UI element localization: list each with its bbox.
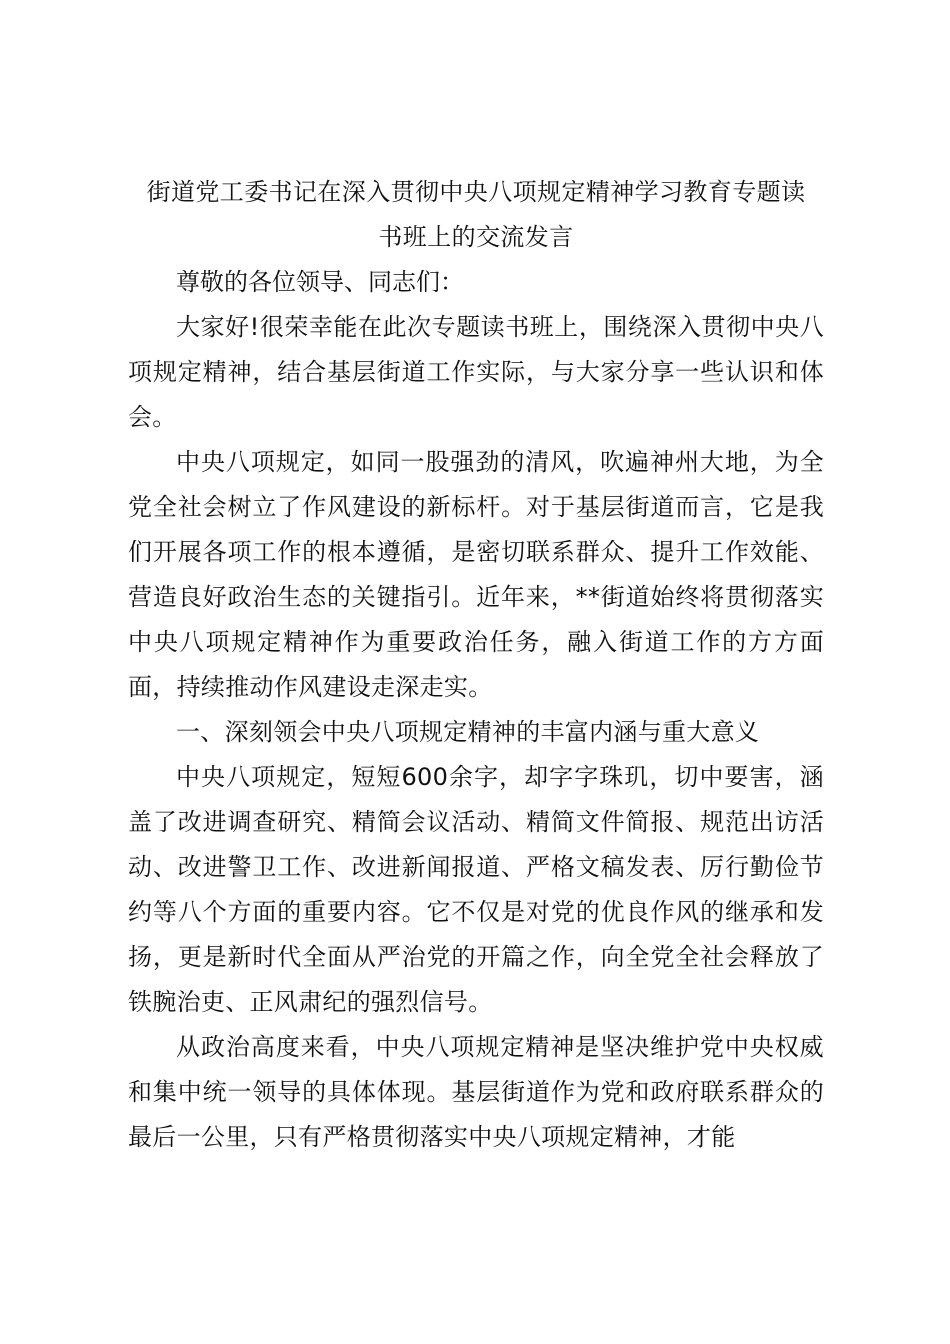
title-line-1: 街道党工委书记在深入贯彻中央八项规定精神学习教育专题读 xyxy=(146,178,806,206)
paragraph-section1-content: 中央八项规定，短短600余字，却字字珠玑，切中要害，涵盖了改进调查研究、精简会议活动、精简文件简报、规范出访活动、改进警卫工作、改进新闻报道、严格文稿发表、厉行勤俭节约等八个方面的重要内容。它不仅是对党的优良作风的继承和发扬，更是新时代全面从严治党的开篇之作，向全党全社会释放了铁腕治吏、正风肃纪的强烈信号。 xyxy=(128,763,824,1016)
paragraph-greeting: 大家好!很荣幸能在此次专题读书班上，围绕深入贯彻中央八项规定精神，结合基层街道工作实际，与大家分享一些认识和体会。 xyxy=(128,313,824,431)
salutation: 尊敬的各位领导、同志们： xyxy=(176,268,464,296)
document-body xyxy=(128,170,824,1160)
document-title xyxy=(128,170,824,260)
paragraph-section1-political: 从政治高度来看，中央八项规定精神是坚决维护党中央权威和集中统一领导的具体体现。基层街道作为党和政府联系群众的最后一公里，只有严格贯彻落实中央八项规定精神，才能 xyxy=(128,1033,824,1151)
paragraph-intro: 中央八项规定，如同一股强劲的清风，吹遍神州大地，为全党全社会树立了作风建设的新标杆。对于基层街道而言，它是我们开展各项工作的根本遵循，是密切联系群众、提升工作效能、营造良好政治生态的关键指引。近年来，**街道始终将贯彻落实中央八项规定精神作为重要政治任务，融入街道工作的方方面面，持续推动作风建设走深走实。 xyxy=(128,448,824,701)
title-line-2: 书班上的交流发言 xyxy=(378,223,574,251)
section-heading-1: 一、深刻领会中央八项规定精神的丰富内涵与重大意义 xyxy=(176,718,760,746)
